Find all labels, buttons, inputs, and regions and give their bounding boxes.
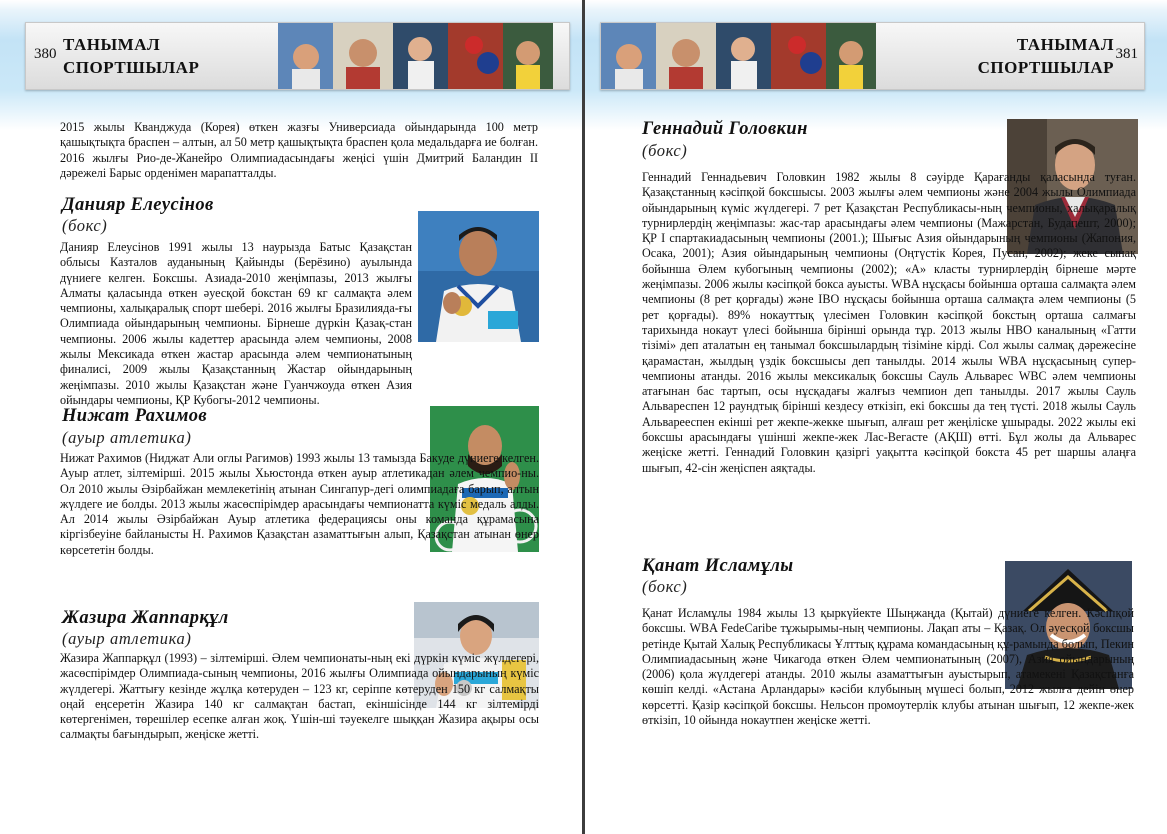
athlete-sport: (ауыр атлетика) — [62, 629, 192, 648]
page-number: 380 — [34, 46, 57, 62]
athlete-sport: (бокс) — [62, 216, 108, 235]
athlete-bio: Нижат Рахимов (Ниджат Али оглы Рагимов) 1993 жылы 13 тамызда Бакуде дүниеге келген. Ауыр атлет, зілтемірші. 2015 жылы Хьюстонда өткен ауыр атлетикадан әлем чемпио-ны. Ол 2010 жылы Әзірбайжан мемлекетінің атынан Сингапур-дегі олимпиадаға барып, алтын жүлдеге ие болды. 2013 жылы жасөспірімдер арасындағы чемпионатта күміс медаль алды. Ал 2014 жылы Әзірбайжан Ауыр атлетика федерациясы оны команда құрамасына кіргізбеуіне байланысты Н. Рахимов Қазақстан азаматтығын алып, Қазақстан атынан өнер көрсететін болды. — [60, 451, 539, 557]
athlete-bio: Қанат Исламұлы 1984 жылы 13 қыркүйекте Шыңжаңда (Қытай) дүниеге келген. Кәсіпқой боксшы. WBA FedeCaribe тұжырымы-ның чемпионы. Лақап аты – Қазақ. Ол әуесқой боксшы ретінде Қытай Халық Республикасы Ұлттық құрама командасының құ-рамында болып, Пекин Олимпиадасының және Чикагода өткен Әлем чемпионатының (2007), Азия ойындарының (2006) қола жүлдегері атанды. 2010 жылы азаматтығын ауыстырып, атамекені Қазақстанға көшіп келді. «Астана Арландары» кәсіби клубының мүшесі болып, 2012 жылға дейін өнер көрсетті. Қазір кәсіпқой боксшы. Нельсон промоутерлік клубы атынан шығып, 12 жекпе-жек өткізіп, 10 ойында нокаутпен жеңіске жетті. — [642, 606, 1134, 728]
athlete-name: Қанат Исламұлы — [642, 556, 794, 576]
page-number: 381 — [1115, 46, 1138, 62]
header-title-line1: ТАНЫМАЛ — [63, 35, 161, 54]
athlete-bio: Жазира Жаппарқұл (1993) – зілтемірші. Әлем чемпионаты-ның екі дүркін күміс жүлдегері, жасөспірімдер Олимпиада-сының чемпионы, 2016 жылғы Олимпиада ойындарының күміс жүлдегері. Жаттығу кезінде жұлқа көтеруден – 123 кг, серіппе көтеруден 150 кг салмақты оңай еңсеретін Жазира 140 кг салмақтан бастап, екіншісінде 144 кг зілтемірді көтергенімен, төрешілер есепке алған жоқ. Үшін-ші тәуекелге шыққан Жазира ақыры осы салмақты бағындырып, жеңіске жетті. — [60, 651, 539, 742]
athlete-bio: Данияр Елеусінов 1991 жылы 13 наурызда Батыс Қазақстан облысы Казталов ауданының Қайынды (Берёзино) ауылында дүниеге келген. Боксшы. Азиада-2010 жеңімпазы, 2013 жылғы Алматы қаласында өткен әуесқой бокстан 69 кг салмақта әлем чемпионы, халықаралық спорт шебері. 2016 жылғы Бразилияда-ғы Олимпиада ойындарының чемпионы. Бірнеше дүркін Қазақ-стан чемпионы. 2006 жылы кадеттер арасында әлем чемпионы, 2008 жылы Мексикада өткен жастар арасында әлем чемпионатының финалисі, 2009 жылы Қазақстанның Жастар ойындарының жеңімпазы. 2010 жылы Қазақстан және Гуанчжоуда өткен Азия ойындары чемпионы, ҚР Кубогы-2012 чемпионы. — [60, 240, 412, 407]
athlete-photo — [418, 211, 539, 342]
header-title-line1: ТАНЫМАЛ — [1016, 35, 1114, 54]
page-header — [600, 22, 1145, 90]
athlete-name: Жазира Жаппарқұл — [62, 608, 229, 628]
athlete-name: Геннадий Головкин — [642, 119, 808, 139]
left-page — [0, 0, 582, 834]
header-photo-collage — [601, 23, 876, 89]
athlete-bio-part — [60, 651, 539, 743]
athlete-bio-part — [642, 606, 1134, 728]
header-title-line2: СПОРТШЫЛАР — [63, 58, 200, 77]
athlete-sport: (бокс) — [642, 577, 688, 596]
athlete-sport: (бокс) — [642, 141, 688, 160]
athlete-sport: (ауыр атлетика) — [62, 428, 192, 447]
athlete-bio-part — [642, 170, 1136, 476]
header-title — [978, 33, 1114, 79]
page-header — [25, 22, 570, 90]
athlete-name: Данияр Елеусінов — [62, 195, 214, 215]
header-title-line2: СПОРТШЫЛАР — [977, 58, 1114, 77]
right-page — [585, 0, 1167, 834]
athlete-bio-part — [60, 240, 412, 408]
header-photo-collage — [278, 23, 553, 89]
header-title — [63, 33, 199, 79]
athlete-name: Нижат Рахимов — [62, 406, 208, 426]
intro-paragraph: 2015 жылы Кванджуда (Корея) өткен жазғы Универсиада ойындарында 100 метр қашықтықта браспен – алтын, ал 50 метр қашықтықта браспен қола медальдарға ие болған. 2016 жылғы Рио-де-Жанейро Олимпиадасындағы жеңісі үшін Дмитрий Баландин II дәрежелі Барыс орденімен марапатталды. — [60, 120, 538, 180]
athlete-bio-part — [60, 451, 539, 558]
athlete-bio: Геннадий Геннадьевич Головкин 1982 жылы 8 сәуірде Қарағанды қаласында туған. Қазақстанның кәсіпқой боксшысы. 2003 жылғы әлем чемпионы және 2004 жылы Олимпиада ойындарының күміс жүлдегері. 7 рет Қазақстан Республикасы-ның чемпионы, халықаралық турнирлердің жеңімпазы: жас-тар арасындағы әлем чемпионы (Мажарстан, Будапешт, 2000); ҚР I спартакиадасының чемпионы (2001.); Шығыс Азия ойындарының чемпионы (Жапония, Осака, 2001); Азия ойындарының чемпионы (Оңтүстік Корея, Пусан, 2002); жеке сынақ бойынша Әлем кубогының чемпионы (2002); «А» класты турнирлердің бірнеше мәрте жеңімпазы. 2006 жылы кәсіпқой бокса ауысты. WBA нұсқасы бойынша орташа салмақта әлем чемпионы (8 рет қорғады) және IBO нұсқасы бойынша орташа салмақта әлем чемпионы (5 рет қорғады). 89% нокауттық үлесімен Головкин кәсіпқой бокстың орташа салмағы тарихында нокаут үлесі бойынша бірінші орында тұр. 2013 жылы HBO каналының «Гатти тізімі» деп аталатын ең танымал боксшылардың тізіміне кірді. Сол жылы салмақ дәрежесіне қарамастан, жылдың үздік боксшысы деп танылды. 2014 жылы WBA нұсқасының супер-чемпионы атанды. 2016 жылы мексикалық боксшы Сауль Альварес WBC әлем чемпионы атағынан бас тартып, осы нұсқадағы жалғыз чемпион деп танылды. 2017 жылы Сауль Альвареспен 12 раундтық бірінші кездесу өткізіп, екі боксшы да тең түсті. 2018 жылы Сауль Альварееспен екінші рет жекпе-жекке шығып, алғаш рет жеңіліске ұшырады. 2022 жылы екі боксшы арасындағы үшінші жекпе-жек Лас-Вегасте (АҚШ) өтті. Бұл жолы да Альварес жеңіске жетті. Геннадий Головкин қазіргі уақытта кәсіпқой бокста 45 рет шаршы алаңға шығып, 42-сін жеңіспен аяқтады. — [642, 170, 1136, 475]
